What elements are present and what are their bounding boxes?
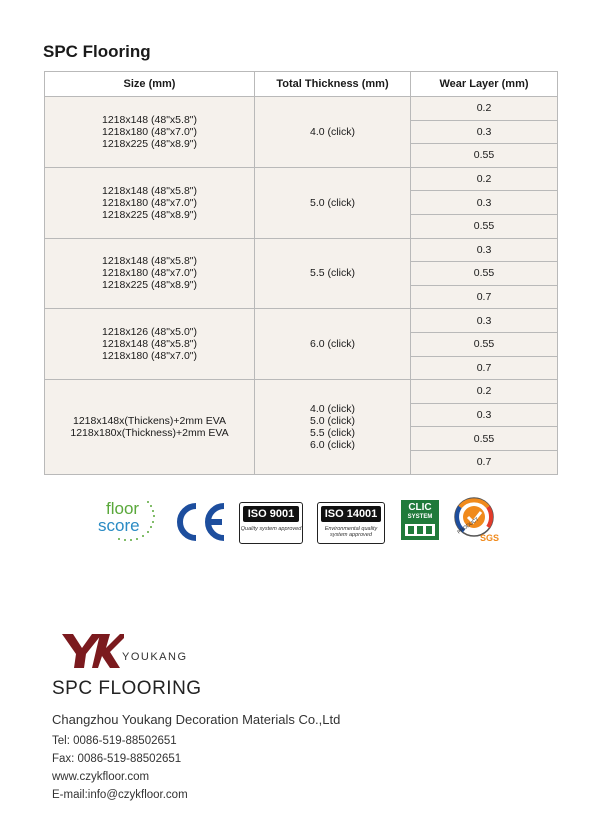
thickness-value: 4.0 (click) <box>310 125 355 138</box>
thickness-value: 6.0 (click) <box>310 438 355 451</box>
thickness-cell <box>255 380 411 474</box>
size-value: 1218x148x(Thickens)+2mm EVA <box>73 414 226 427</box>
size-value: 1218x148 (48"x5.8") <box>101 184 198 197</box>
wear-layer-cell: 0.55 <box>411 262 558 286</box>
header-size: Size (mm) <box>45 72 255 97</box>
certification-logos <box>0 492 600 548</box>
size-value: 1218x148 (48"x5.8") <box>101 255 198 268</box>
wear-layer-cell: 0.3 <box>411 120 558 144</box>
thickness-cell <box>255 238 411 309</box>
iso-9001-caption: Quality system approved <box>240 526 302 532</box>
table-row <box>45 238 558 262</box>
thickness-cell <box>255 97 411 168</box>
wear-layer-cell: 0.7 <box>411 450 558 474</box>
table-row <box>45 380 558 404</box>
wear-layer-cell: 0.55 <box>411 214 558 238</box>
company-name: Changzhou Youkang Decoration Materials Co.,Ltd <box>52 712 341 727</box>
sgs-label: SGS <box>480 533 500 543</box>
thickness-cell <box>255 309 411 380</box>
size-cell <box>45 238 255 309</box>
thickness-value: 5.0 (click) <box>310 414 355 427</box>
email-line: E-mail:info@czykfloor.com <box>52 789 188 801</box>
clic-sub-label: SYSTEM <box>407 514 433 520</box>
wear-layer-cell: 0.2 <box>411 167 558 191</box>
clic-system-badge <box>401 500 439 540</box>
iso-14001-label: ISO 14001 <box>321 506 381 522</box>
wear-layer-cell: 0.3 <box>411 403 558 427</box>
size-value: 1218x180 (48"x7.0") <box>101 350 198 363</box>
thickness-value: 4.0 (click) <box>310 402 355 415</box>
fax-line: Fax: 0086-519-88502651 <box>52 753 182 765</box>
iso-9001-label: ISO 9001 <box>243 506 299 522</box>
size-value: 1218x180 (48"x7.0") <box>101 125 198 138</box>
wear-layer-cell: 0.3 <box>411 191 558 215</box>
thickness-value: 5.5 (click) <box>310 426 355 439</box>
size-value: 1218x148 (48"x5.8") <box>101 338 198 351</box>
wear-layer-cell: 0.55 <box>411 427 558 451</box>
table-row <box>45 97 558 121</box>
clic-boxes-icon <box>405 524 435 536</box>
thickness-value: 5.5 (click) <box>310 267 355 280</box>
table-header-row <box>45 72 558 97</box>
floorscore-dots-icon <box>96 496 158 542</box>
youkang-logo-icon <box>62 634 124 668</box>
size-value: 1218x148 (48"x5.8") <box>101 113 198 126</box>
iso-14001-badge <box>317 502 385 544</box>
size-value: 1218x180 (48"x7.0") <box>101 196 198 209</box>
wear-layer-cell: 0.3 <box>411 309 558 333</box>
website-line: www.czykfloor.com <box>52 771 150 783</box>
thickness-value: 5.0 (click) <box>310 196 355 209</box>
size-value: 1218x180 (48"x7.0") <box>101 267 198 280</box>
footer-heading: SPC FLOORING <box>52 678 202 699</box>
wear-layer-cell: 0.7 <box>411 285 558 309</box>
clic-label: CLIC <box>408 502 432 513</box>
size-value: 1218x225 (48"x8.9") <box>101 137 198 150</box>
spec-table <box>44 71 558 475</box>
size-value: 1218x225 (48"x8.9") <box>101 208 198 221</box>
tel-line: Tel: 0086-519-88502651 <box>52 735 177 747</box>
wear-layer-cell: 0.3 <box>411 238 558 262</box>
brand-name: YOUKANG <box>122 651 188 663</box>
ce-mark-icon <box>172 502 230 542</box>
table-row <box>45 309 558 333</box>
wear-layer-cell: 0.2 <box>411 97 558 121</box>
floorscore-logo <box>98 500 158 542</box>
size-value: 1218x180x(Thickness)+2mm EVA <box>70 426 229 439</box>
header-total-thickness: Total Thickness (mm) <box>255 72 411 97</box>
size-cell <box>45 97 255 168</box>
size-cell <box>45 167 255 238</box>
iso-14001-caption: Environmental quality system approved <box>324 526 378 538</box>
wear-layer-cell: 0.55 <box>411 332 558 356</box>
size-value: 1218x225 (48"x8.9") <box>101 279 198 292</box>
wear-layer-cell: 0.2 <box>411 380 558 404</box>
sgs-logo <box>452 495 502 547</box>
wear-layer-cell: 0.7 <box>411 356 558 380</box>
size-value: 1218x126 (48"x5.0") <box>101 326 198 339</box>
table-row <box>45 167 558 191</box>
size-cell <box>45 380 255 474</box>
iso-9001-badge <box>239 502 303 544</box>
floorscore-word-score: score <box>98 516 140 535</box>
wear-layer-cell: 0.55 <box>411 144 558 168</box>
size-cell <box>45 309 255 380</box>
floorscore-word-floor: floor <box>106 499 140 518</box>
thickness-value: 6.0 (click) <box>310 338 355 351</box>
thickness-cell <box>255 167 411 238</box>
header-wear-layer: Wear Layer (mm) <box>411 72 558 97</box>
sgs-ring-text: PRODUCT <box>456 516 481 536</box>
page-title: SPC Flooring <box>43 42 151 61</box>
table-body <box>45 97 558 475</box>
